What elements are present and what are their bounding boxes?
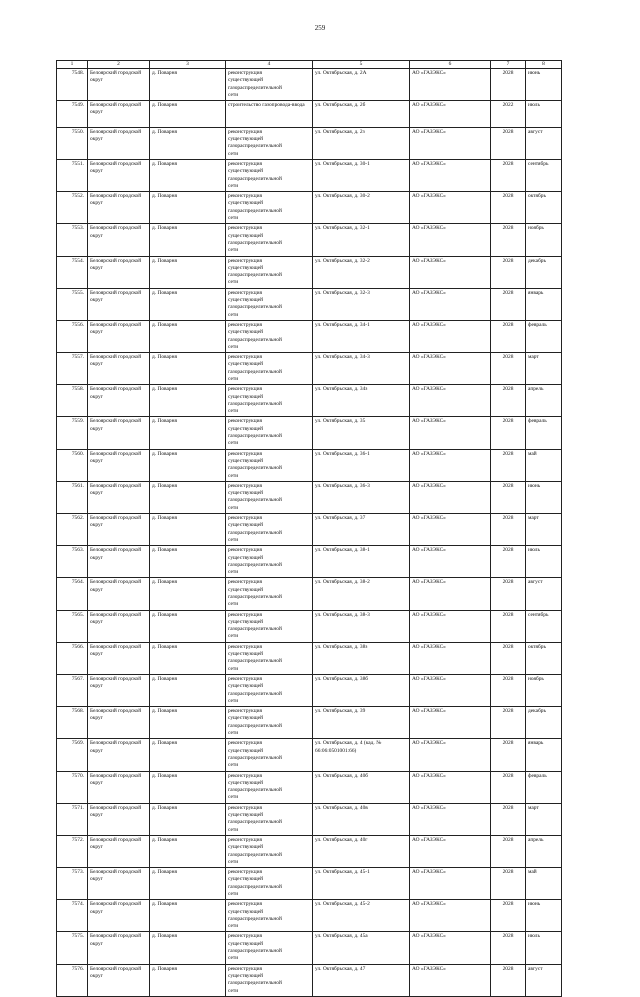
work-type-cell: реконструкция существующей газораспределительной сети [226, 385, 313, 417]
month-cell: февраль [526, 417, 562, 449]
work-type-cell: реконструкция существующей газораспределительной сети [226, 69, 313, 101]
organization-cell: АО «ГАЗЭКС» [410, 674, 491, 706]
address-cell: ул. Октябрьская, д. 30-1 [313, 159, 410, 191]
settlement-cell: д. Поварня [150, 353, 226, 385]
address-cell: ул. Октябрьская, д. 45-1 [313, 868, 410, 900]
district-cell: Белоярский городской округ [88, 417, 150, 449]
settlement-cell: д. Поварня [150, 320, 226, 352]
organization-cell: АО «ГАЗЭКС» [410, 353, 491, 385]
settlement-cell: д. Поварня [150, 803, 226, 835]
column-header: 4 [226, 61, 313, 69]
year-cell: 2028 [491, 578, 526, 610]
year-cell: 2028 [491, 771, 526, 803]
year-cell: 2028 [491, 803, 526, 835]
organization-cell: АО «ГАЗЭКС» [410, 610, 491, 642]
address-cell: ул. Октябрьская, д. 38з [313, 642, 410, 674]
work-type-cell: реконструкция существующей газораспределительной сети [226, 353, 313, 385]
address-cell: ул. Октябрьская, д. 38-2 [313, 578, 410, 610]
month-cell: август [526, 964, 562, 996]
table-row [57, 835, 562, 867]
district-cell: Белоярский городской округ [88, 69, 150, 101]
district-cell: Белоярский городской округ [88, 900, 150, 932]
settlement-cell: д. Поварня [150, 674, 226, 706]
district-cell: Белоярский городской округ [88, 707, 150, 739]
district-cell: Белоярский городской округ [88, 320, 150, 352]
table-row [57, 69, 562, 101]
settlement-cell: д. Поварня [150, 707, 226, 739]
month-cell: август [526, 127, 562, 159]
organization-cell: АО «ГАЗЭКС» [410, 417, 491, 449]
month-cell: март [526, 353, 562, 385]
gas-network-table [56, 60, 562, 997]
year-cell: 2028 [491, 320, 526, 352]
address-cell: ул. Октябрьская, д. 37 [313, 514, 410, 546]
work-type-cell: реконструкция существующей газораспределительной сети [226, 578, 313, 610]
work-type-cell: реконструкция существующей газораспределительной сети [226, 481, 313, 513]
row-number: 7575. [57, 932, 88, 964]
address-cell: ул. Октябрьская, д. 47 [313, 964, 410, 996]
district-cell: Белоярский городской округ [88, 481, 150, 513]
address-cell: ул. Октябрьская, д. 40в [313, 803, 410, 835]
month-cell: октябрь [526, 192, 562, 224]
month-cell: сентябрь [526, 610, 562, 642]
settlement-cell: д. Поварня [150, 159, 226, 191]
column-header: 2 [88, 61, 150, 69]
district-cell: Белоярский городской округ [88, 803, 150, 835]
settlement-cell: д. Поварня [150, 481, 226, 513]
organization-cell: АО «ГАЗЭКС» [410, 964, 491, 996]
settlement-cell: д. Поварня [150, 900, 226, 932]
district-cell: Белоярский городской округ [88, 578, 150, 610]
table-row [57, 642, 562, 674]
work-type-cell: реконструкция существующей газораспределительной сети [226, 159, 313, 191]
work-type-cell: реконструкция существующей газораспределительной сети [226, 224, 313, 256]
district-cell: Белоярский городской округ [88, 739, 150, 771]
work-type-cell: строительство газопровода-ввода [226, 101, 313, 128]
row-number: 7565. [57, 610, 88, 642]
address-cell: ул. Октябрьская, д. 38б [313, 674, 410, 706]
table-row [57, 674, 562, 706]
address-cell: ул. Октябрьская, д. 32-1 [313, 224, 410, 256]
row-number: 7563. [57, 546, 88, 578]
year-cell: 2028 [491, 964, 526, 996]
work-type-cell: реконструкция существующей газораспределительной сети [226, 835, 313, 867]
row-number: 7552. [57, 192, 88, 224]
table-row [57, 964, 562, 996]
table-row [57, 546, 562, 578]
settlement-cell: д. Поварня [150, 610, 226, 642]
row-number: 7573. [57, 868, 88, 900]
month-cell: апрель [526, 385, 562, 417]
address-cell: ул. Октябрьская, д. 30-2 [313, 192, 410, 224]
row-number: 7561. [57, 481, 88, 513]
month-cell: июнь [526, 900, 562, 932]
month-cell: декабрь [526, 707, 562, 739]
table-row [57, 353, 562, 385]
organization-cell: АО «ГАЗЭКС» [410, 385, 491, 417]
row-number: 7559. [57, 417, 88, 449]
organization-cell: АО «ГАЗЭКС» [410, 101, 491, 128]
month-cell: август [526, 578, 562, 610]
table-row [57, 771, 562, 803]
settlement-cell: д. Поварня [150, 546, 226, 578]
work-type-cell: реконструкция существующей газораспределительной сети [226, 288, 313, 320]
district-cell: Белоярский городской округ [88, 932, 150, 964]
address-cell: ул. Октябрьская, д. 45-2 [313, 900, 410, 932]
year-cell: 2028 [491, 707, 526, 739]
address-cell: ул. Октябрьская, д. 40б [313, 771, 410, 803]
column-header: 8 [526, 61, 562, 69]
district-cell: Белоярский городской округ [88, 546, 150, 578]
month-cell: январь [526, 739, 562, 771]
month-cell: ноябрь [526, 224, 562, 256]
address-cell: ул. Октябрьская, д. 32-3 [313, 288, 410, 320]
address-cell: ул. Октябрьская, д. 34з [313, 385, 410, 417]
year-cell: 2028 [491, 739, 526, 771]
work-type-cell: реконструкция существующей газораспределительной сети [226, 514, 313, 546]
table-row [57, 707, 562, 739]
month-cell: июль [526, 932, 562, 964]
work-type-cell: реконструкция существующей газораспределительной сети [226, 868, 313, 900]
district-cell: Белоярский городской округ [88, 868, 150, 900]
settlement-cell: д. Поварня [150, 288, 226, 320]
row-number: 7564. [57, 578, 88, 610]
district-cell: Белоярский городской округ [88, 256, 150, 288]
year-cell: 2028 [491, 224, 526, 256]
row-number: 7572. [57, 835, 88, 867]
address-cell: ул. Октябрьская, д. 34-1 [313, 320, 410, 352]
organization-cell: АО «ГАЗЭКС» [410, 707, 491, 739]
organization-cell: АО «ГАЗЭКС» [410, 578, 491, 610]
column-header: 5 [313, 61, 410, 69]
month-cell: март [526, 514, 562, 546]
year-cell: 2028 [491, 481, 526, 513]
column-header: 1 [57, 61, 88, 69]
table-row [57, 449, 562, 481]
row-number: 7570. [57, 771, 88, 803]
row-number: 7566. [57, 642, 88, 674]
organization-cell: АО «ГАЗЭКС» [410, 127, 491, 159]
work-type-cell: реконструкция существующей газораспределительной сети [226, 256, 313, 288]
table-row [57, 578, 562, 610]
address-cell: ул. Октябрьская, д. 2з [313, 127, 410, 159]
table-row [57, 256, 562, 288]
row-number: 7571. [57, 803, 88, 835]
organization-cell: АО «ГАЗЭКС» [410, 288, 491, 320]
organization-cell: АО «ГАЗЭКС» [410, 320, 491, 352]
row-number: 7548. [57, 69, 88, 101]
organization-cell: АО «ГАЗЭКС» [410, 739, 491, 771]
table-row [57, 514, 562, 546]
table-row [57, 224, 562, 256]
table-row [57, 868, 562, 900]
organization-cell: АО «ГАЗЭКС» [410, 514, 491, 546]
row-number: 7554. [57, 256, 88, 288]
district-cell: Белоярский городской округ [88, 159, 150, 191]
table-row [57, 192, 562, 224]
month-cell: март [526, 803, 562, 835]
month-cell: октябрь [526, 642, 562, 674]
address-cell: ул. Октябрьская, д. 32-2 [313, 256, 410, 288]
row-number: 7557. [57, 353, 88, 385]
address-cell: ул. Октябрьская, д. 38-1 [313, 546, 410, 578]
page-number: 259 [314, 24, 326, 32]
district-cell: Белоярский городской округ [88, 127, 150, 159]
work-type-cell: реконструкция существующей газораспределительной сети [226, 932, 313, 964]
organization-cell: АО «ГАЗЭКС» [410, 481, 491, 513]
month-cell: май [526, 449, 562, 481]
address-cell: ул. Октябрьская, д. 36-3 [313, 481, 410, 513]
year-cell: 2028 [491, 449, 526, 481]
year-cell: 2028 [491, 256, 526, 288]
work-type-cell: реконструкция существующей газораспределительной сети [226, 739, 313, 771]
settlement-cell: д. Поварня [150, 739, 226, 771]
month-cell: ноябрь [526, 674, 562, 706]
table-row [57, 417, 562, 449]
year-cell: 2028 [491, 610, 526, 642]
work-type-cell: реконструкция существующей газораспределительной сети [226, 192, 313, 224]
table-row [57, 803, 562, 835]
district-cell: Белоярский городской округ [88, 610, 150, 642]
table-row [57, 320, 562, 352]
address-cell: ул. Октябрьская, д. 38-3 [313, 610, 410, 642]
work-type-cell: реконструкция существующей газораспределительной сети [226, 610, 313, 642]
table-row [57, 385, 562, 417]
work-type-cell: реконструкция существующей газораспределительной сети [226, 320, 313, 352]
year-cell: 2028 [491, 674, 526, 706]
row-number: 7560. [57, 449, 88, 481]
month-cell: июнь [526, 481, 562, 513]
work-type-cell: реконструкция существующей газораспределительной сети [226, 546, 313, 578]
address-cell: ул. Октябрьская, д. 4 (кад. № 66:06:0501001:66) [313, 739, 410, 771]
address-cell: ул. Октябрьская, д. 45а [313, 932, 410, 964]
work-type-cell: реконструкция существующей газораспределительной сети [226, 642, 313, 674]
year-cell: 2028 [491, 835, 526, 867]
work-type-cell: реконструкция существующей газораспределительной сети [226, 771, 313, 803]
year-cell: 2028 [491, 932, 526, 964]
table-row [57, 739, 562, 771]
organization-cell: АО «ГАЗЭКС» [410, 449, 491, 481]
district-cell: Белоярский городской округ [88, 964, 150, 996]
work-type-cell: реконструкция существующей газораспределительной сети [226, 417, 313, 449]
settlement-cell: д. Поварня [150, 385, 226, 417]
year-cell: 2028 [491, 514, 526, 546]
table-row [57, 481, 562, 513]
year-cell: 2028 [491, 642, 526, 674]
row-number: 7576. [57, 964, 88, 996]
month-cell: июль [526, 546, 562, 578]
row-number: 7555. [57, 288, 88, 320]
month-cell: сентябрь [526, 159, 562, 191]
work-type-cell: реконструкция существующей газораспределительной сети [226, 900, 313, 932]
district-cell: Белоярский городской округ [88, 192, 150, 224]
column-header: 3 [150, 61, 226, 69]
settlement-cell: д. Поварня [150, 514, 226, 546]
district-cell: Белоярский городской округ [88, 101, 150, 128]
settlement-cell: д. Поварня [150, 127, 226, 159]
settlement-cell: д. Поварня [150, 642, 226, 674]
settlement-cell: д. Поварня [150, 932, 226, 964]
year-cell: 2028 [491, 868, 526, 900]
organization-cell: АО «ГАЗЭКС» [410, 546, 491, 578]
year-cell: 2028 [491, 192, 526, 224]
organization-cell: АО «ГАЗЭКС» [410, 256, 491, 288]
month-cell: май [526, 868, 562, 900]
year-cell: 2022 [491, 101, 526, 128]
year-cell: 2028 [491, 69, 526, 101]
organization-cell: АО «ГАЗЭКС» [410, 835, 491, 867]
settlement-cell: д. Поварня [150, 224, 226, 256]
row-number: 7558. [57, 385, 88, 417]
row-number: 7550. [57, 127, 88, 159]
year-cell: 2028 [491, 417, 526, 449]
settlement-cell: д. Поварня [150, 256, 226, 288]
address-cell: ул. Октябрьская, д. 40г [313, 835, 410, 867]
row-number: 7574. [57, 900, 88, 932]
table-row [57, 127, 562, 159]
settlement-cell: д. Поварня [150, 101, 226, 128]
organization-cell: АО «ГАЗЭКС» [410, 868, 491, 900]
work-type-cell: реконструкция существующей газораспределительной сети [226, 803, 313, 835]
month-cell: февраль [526, 771, 562, 803]
work-type-cell: реконструкция существующей газораспределительной сети [226, 964, 313, 996]
table-row [57, 159, 562, 191]
district-cell: Белоярский городской округ [88, 674, 150, 706]
organization-cell: АО «ГАЗЭКС» [410, 69, 491, 101]
settlement-cell: д. Поварня [150, 417, 226, 449]
organization-cell: АО «ГАЗЭКС» [410, 932, 491, 964]
settlement-cell: д. Поварня [150, 578, 226, 610]
district-cell: Белоярский городской округ [88, 835, 150, 867]
row-number: 7556. [57, 320, 88, 352]
column-header: 6 [410, 61, 491, 69]
year-cell: 2028 [491, 900, 526, 932]
work-type-cell: реконструкция существующей газораспределительной сети [226, 674, 313, 706]
year-cell: 2028 [491, 127, 526, 159]
month-cell: июль [526, 101, 562, 128]
work-type-cell: реконструкция существующей газораспределительной сети [226, 127, 313, 159]
address-cell: ул. Октябрьская, д. 2А [313, 69, 410, 101]
settlement-cell: д. Поварня [150, 69, 226, 101]
settlement-cell: д. Поварня [150, 868, 226, 900]
row-number: 7569. [57, 739, 88, 771]
organization-cell: АО «ГАЗЭКС» [410, 224, 491, 256]
month-cell: февраль [526, 320, 562, 352]
address-cell: ул. Октябрьская, д. 2б [313, 101, 410, 128]
table-row [57, 932, 562, 964]
address-cell: ул. Октябрьская, д. 36-1 [313, 449, 410, 481]
district-cell: Белоярский городской округ [88, 449, 150, 481]
settlement-cell: д. Поварня [150, 835, 226, 867]
table-row [57, 288, 562, 320]
address-cell: ул. Октябрьская, д. 34-3 [313, 353, 410, 385]
settlement-cell: д. Поварня [150, 449, 226, 481]
address-cell: ул. Октябрьская, д. 35 [313, 417, 410, 449]
organization-cell: АО «ГАЗЭКС» [410, 771, 491, 803]
year-cell: 2028 [491, 385, 526, 417]
column-header: 7 [491, 61, 526, 69]
year-cell: 2028 [491, 546, 526, 578]
settlement-cell: д. Поварня [150, 192, 226, 224]
address-cell: ул. Октябрьская, д. 39 [313, 707, 410, 739]
work-type-cell: реконструкция существующей газораспределительной сети [226, 707, 313, 739]
header-row [57, 61, 562, 69]
district-cell: Белоярский городской округ [88, 353, 150, 385]
table-row [57, 101, 562, 128]
work-type-cell: реконструкция существующей газораспределительной сети [226, 449, 313, 481]
month-cell: декабрь [526, 256, 562, 288]
district-cell: Белоярский городской округ [88, 385, 150, 417]
year-cell: 2028 [491, 288, 526, 320]
organization-cell: АО «ГАЗЭКС» [410, 642, 491, 674]
district-cell: Белоярский городской округ [88, 514, 150, 546]
row-number: 7549. [57, 101, 88, 128]
row-number: 7551. [57, 159, 88, 191]
row-number: 7562. [57, 514, 88, 546]
row-number: 7568. [57, 707, 88, 739]
organization-cell: АО «ГАЗЭКС» [410, 803, 491, 835]
table-row [57, 610, 562, 642]
year-cell: 2028 [491, 159, 526, 191]
month-cell: январь [526, 288, 562, 320]
organization-cell: АО «ГАЗЭКС» [410, 900, 491, 932]
settlement-cell: д. Поварня [150, 771, 226, 803]
organization-cell: АО «ГАЗЭКС» [410, 192, 491, 224]
row-number: 7567. [57, 674, 88, 706]
district-cell: Белоярский городской округ [88, 771, 150, 803]
month-cell: июнь [526, 69, 562, 101]
organization-cell: АО «ГАЗЭКС» [410, 159, 491, 191]
year-cell: 2028 [491, 353, 526, 385]
district-cell: Белоярский городской округ [88, 642, 150, 674]
district-cell: Белоярский городской округ [88, 224, 150, 256]
settlement-cell: д. Поварня [150, 964, 226, 996]
district-cell: Белоярский городской округ [88, 288, 150, 320]
row-number: 7553. [57, 224, 88, 256]
month-cell: апрель [526, 835, 562, 867]
